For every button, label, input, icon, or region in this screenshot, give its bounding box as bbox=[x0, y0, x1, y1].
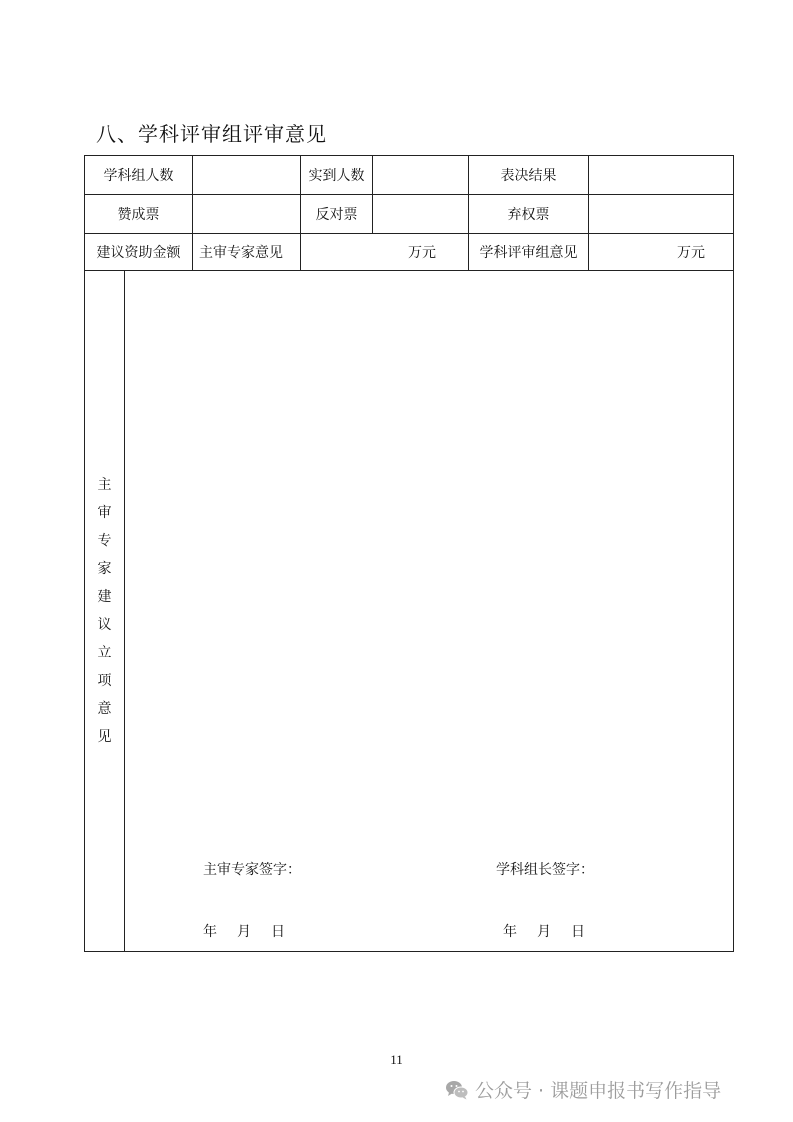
wechat-icon bbox=[445, 1079, 469, 1101]
yes-votes-field[interactable] bbox=[193, 195, 301, 234]
expert-recommendation-label bbox=[85, 271, 125, 952]
table-row bbox=[85, 271, 734, 952]
expert-signature-label: 主审专家签字： bbox=[203, 862, 301, 878]
panel-opinion-label: 学科评审组意见 bbox=[469, 234, 589, 271]
vertical-label-char: 专 bbox=[97, 533, 112, 549]
expert-opinion-label: 主审专家意见 bbox=[193, 234, 301, 271]
leader-signature-label: 学科组长签字： bbox=[496, 862, 594, 878]
panel-amount-field[interactable] bbox=[589, 234, 734, 271]
recommendation-text-area[interactable] bbox=[125, 271, 734, 952]
day-label: 日 bbox=[571, 924, 585, 940]
yes-votes-label: 赞成票 bbox=[85, 195, 193, 234]
no-votes-label: 反对票 bbox=[301, 195, 373, 234]
vertical-label-char: 议 bbox=[97, 617, 112, 633]
leader-date-line bbox=[503, 921, 585, 941]
vertical-label-char: 主 bbox=[97, 477, 112, 493]
present-value-field[interactable] bbox=[373, 156, 469, 195]
present-label: 实到人数 bbox=[301, 156, 373, 195]
vertical-label-char: 见 bbox=[97, 729, 112, 745]
table-row bbox=[85, 234, 734, 271]
year-label: 年 bbox=[503, 924, 517, 940]
vertical-label-char: 审 bbox=[97, 505, 112, 521]
month-label: 月 bbox=[237, 924, 251, 940]
abstain-votes-field[interactable] bbox=[589, 195, 734, 234]
vertical-label-char: 建 bbox=[97, 589, 112, 605]
month-label: 月 bbox=[537, 924, 551, 940]
members-label: 学科组人数 bbox=[85, 156, 193, 195]
watermark-text: 公众号 · 课题申报书写作指导 bbox=[475, 1080, 722, 1102]
funding-label: 建议资助金额 bbox=[85, 234, 193, 271]
vertical-label-char: 项 bbox=[97, 673, 112, 689]
review-opinion-table bbox=[84, 155, 734, 952]
table-row bbox=[85, 156, 734, 195]
table-row bbox=[85, 195, 734, 234]
result-value-field[interactable] bbox=[589, 156, 734, 195]
panel-amount-unit: 万元 bbox=[677, 245, 705, 261]
section-title: 八、学科评审组评审意见 bbox=[96, 122, 327, 146]
vertical-label-char: 家 bbox=[97, 561, 112, 577]
members-value-field[interactable] bbox=[193, 156, 301, 195]
vertical-label-char: 立 bbox=[97, 645, 112, 661]
page-number: 11 bbox=[390, 1052, 403, 1067]
abstain-votes-label: 弃权票 bbox=[469, 195, 589, 234]
year-label: 年 bbox=[203, 924, 217, 940]
day-label: 日 bbox=[271, 924, 285, 940]
expert-date-line bbox=[203, 921, 285, 941]
expert-amount-unit: 万元 bbox=[408, 245, 436, 261]
result-label: 表决结果 bbox=[469, 156, 589, 195]
expert-amount-field[interactable] bbox=[301, 234, 469, 271]
vertical-label-char: 意 bbox=[97, 701, 112, 717]
no-votes-field[interactable] bbox=[373, 195, 469, 234]
watermark bbox=[445, 1076, 721, 1103]
